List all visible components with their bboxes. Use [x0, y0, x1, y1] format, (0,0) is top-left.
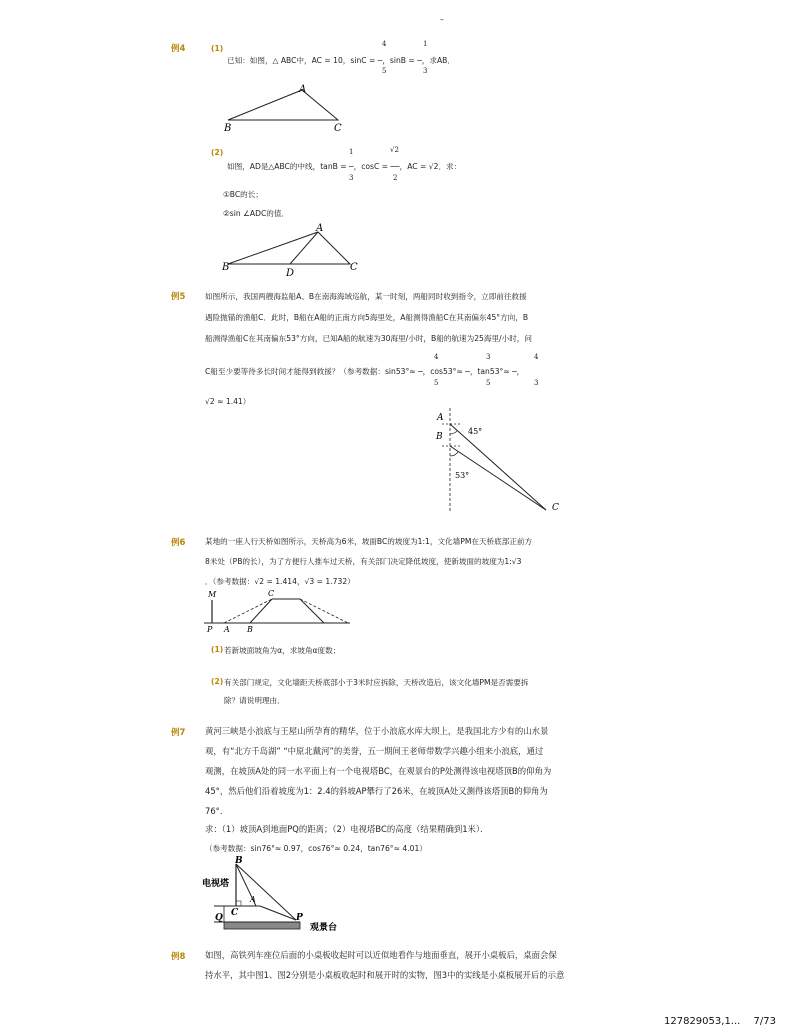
ex5-cos53-num: 3 [486, 353, 491, 361]
tri2-label-C: C [350, 262, 358, 273]
ex5-line-3: 船测得渔船C在其南偏东53°方向，已知A船的航速为30海里/小时，B船的航速为25海里/小时，问 [205, 334, 532, 343]
ex6-question-2b: 除？请说明理由． [224, 696, 285, 705]
ex7-line-3: 观测，在坡顶A处的同一水平面上有一个电视塔BC，在观景台的P处测得该电视塔顶B的仰角为 [205, 766, 552, 776]
ex4-question-2: ②sin ∠ADC的值． [223, 209, 290, 218]
ex6-line-3: ．（参考数据：√2 = 1.414，√3 = 1.732） [205, 577, 355, 586]
fig5-label-A: A [437, 413, 444, 423]
ex4-cosC-num: √2 [390, 146, 399, 154]
ex6-line-1: 某地的一座人行天桥如图所示，天桥高为6米，坡面BC的坡度为1:1，文化墙PM在天桥底部正前方 [205, 537, 533, 546]
ex5-tan53-num: 4 [534, 353, 539, 361]
ex8-line-1: 如图，高铁列车座位后面的小桌板收起时可以近似地看作与地面垂直，展开小桌板后，桌面会保 [205, 950, 557, 960]
ex7-line-2: 观，有“北方千岛湖” “中原北戴河”的美誉，五一期间王老师带数学兴趣小组来小浪底，通过 [205, 746, 544, 756]
example-8-label: 例8 [171, 952, 186, 962]
tri1-label-B: B [224, 123, 232, 134]
ex7-line-1: 黄河三峡是小浪底与王屋山所孕育的精华，位于小浪底水库大坝上，是我国北方少有的山水景 [205, 726, 549, 736]
tri2-label-D: D [286, 268, 295, 278]
fig5-label-B: B [436, 432, 443, 442]
fig6-label-A: A [224, 625, 230, 634]
page-number: 7/73 [753, 1016, 776, 1027]
fig5-angle-45: 45° [468, 427, 483, 436]
ex5-line-1: 如图所示，我国两艘海监船A、B在南海海域巡航，某一时刻，两船同时收到指令，立即前往救援 [205, 292, 527, 301]
fig7-label-C: C [231, 908, 239, 918]
fig7-label-tower: 电视塔 [202, 879, 230, 889]
tri1-label-A: A [299, 84, 307, 95]
ex7-line-6: 求：（1）坡顶A到地面PQ的距离；（2）电视塔BC的高度（结果精确到1米）． [205, 824, 489, 834]
ex5-cos53-den: 5 [486, 379, 491, 387]
ex6-q2-label: (2) [211, 677, 224, 686]
ex4-sinC-den: 5 [382, 67, 387, 75]
ex4-part1-text: 已知：如图，△ ABC中，AC = 10，sinC = ─，sinB = ─，求AB． [227, 56, 455, 65]
tv-tower-figure [200, 854, 380, 936]
ex4-question-1: ①BC的长； [223, 190, 263, 199]
fig6-label-P: P [207, 625, 213, 634]
ex6-line-2: 8米处（PB的长），为了方便行人推车过天桥，有关部门决定降低坡度，使新坡面的坡度为1:√3 [205, 557, 522, 566]
top-mark: – [440, 15, 444, 24]
page-footer [664, 1016, 776, 1027]
ex4-part2-text: 如图，AD是△ABC的中线，tanB = ─，cosC = ──，AC = √2．求： [227, 162, 462, 171]
ex6-question-2: 有关部门规定，文化墙距天桥底部小于3米时应拆除，天桥改造后，该文化墙PM是否需要拆 [224, 678, 529, 687]
example-6-label: 例6 [171, 538, 186, 548]
triangle-abc-figure [220, 84, 360, 134]
fig7-label-P: P [296, 913, 303, 923]
ex5-line-5: √2 ≈ 1.41） [205, 397, 251, 406]
ex5-sin53-num: 4 [434, 353, 439, 361]
footbridge-figure [200, 586, 360, 636]
ex5-line-4: C船至少要等待多长时间才能得到救援？（参考数据：sin53°≈ ─，cos53°≈ ─，tan53°≈ ─， [205, 367, 525, 376]
ex4-sinB-den: 3 [423, 67, 428, 75]
example-5-label: 例5 [171, 292, 186, 302]
fig5-angle-53: 53° [455, 471, 470, 480]
fig6-label-B: B [247, 625, 253, 634]
ex4-sinC-num: 4 [382, 40, 387, 48]
ex4-part2-label: (2) [211, 148, 224, 157]
tri2-label-A: A [316, 223, 324, 234]
triangle-abcd-figure [220, 222, 370, 278]
tri1-label-C: C [334, 123, 342, 134]
fig5-label-C: C [552, 503, 559, 513]
ships-bearing-figure [428, 408, 568, 520]
fig7-label-Q: Q [215, 913, 223, 923]
ex4-tanB-num: 1 [349, 148, 354, 156]
ex5-line-2: 遇险抛锚的渔船C．此时，B船在A船的正南方向5海里处，A船测得渔船C在其南偏东45°方向，B [205, 313, 529, 322]
ex5-tan53-den: 3 [534, 379, 539, 387]
ex4-tanB-den: 3 [349, 174, 354, 182]
ex6-q1-label: (1) [211, 645, 224, 654]
tri2-label-B: B [222, 262, 230, 273]
ex7-line-4: 45°，然后他们沿着坡度为1：2.4的斜坡AP攀行了26米，在坡顶A处又测得该塔顶B的仰角为 [205, 786, 548, 796]
doc-id: 127829053,1... [664, 1016, 741, 1027]
fig7-label-platform: 观景台 [310, 923, 338, 933]
fig6-label-M: M [208, 590, 217, 599]
fig6-label-C: C [268, 589, 275, 598]
example-7-label: 例7 [171, 728, 186, 738]
ex6-question-1: 若新坡面坡角为α，求坡角α度数； [224, 646, 341, 655]
ex7-line-7: （参考数据：sin76°≈ 0.97，cos76°≈ 0.24，tan76°≈ 4.01） [205, 844, 427, 853]
fig7-label-B: B [235, 856, 243, 866]
ex8-line-2: 持水平，其中图1、图2分别是小桌板收起时和展开时的实物，图3中的实线是小桌板展开后的示意 [205, 970, 565, 980]
ex7-line-5: 76°． [205, 806, 229, 816]
ex4-cosC-den: 2 [393, 174, 398, 182]
ex4-sinB-num: 1 [423, 40, 428, 48]
ex5-sin53-den: 5 [434, 379, 439, 387]
example-4-label: 例4 [171, 44, 186, 54]
fig7-label-A: A [250, 895, 256, 904]
ex4-part1-label: (1) [211, 44, 224, 53]
